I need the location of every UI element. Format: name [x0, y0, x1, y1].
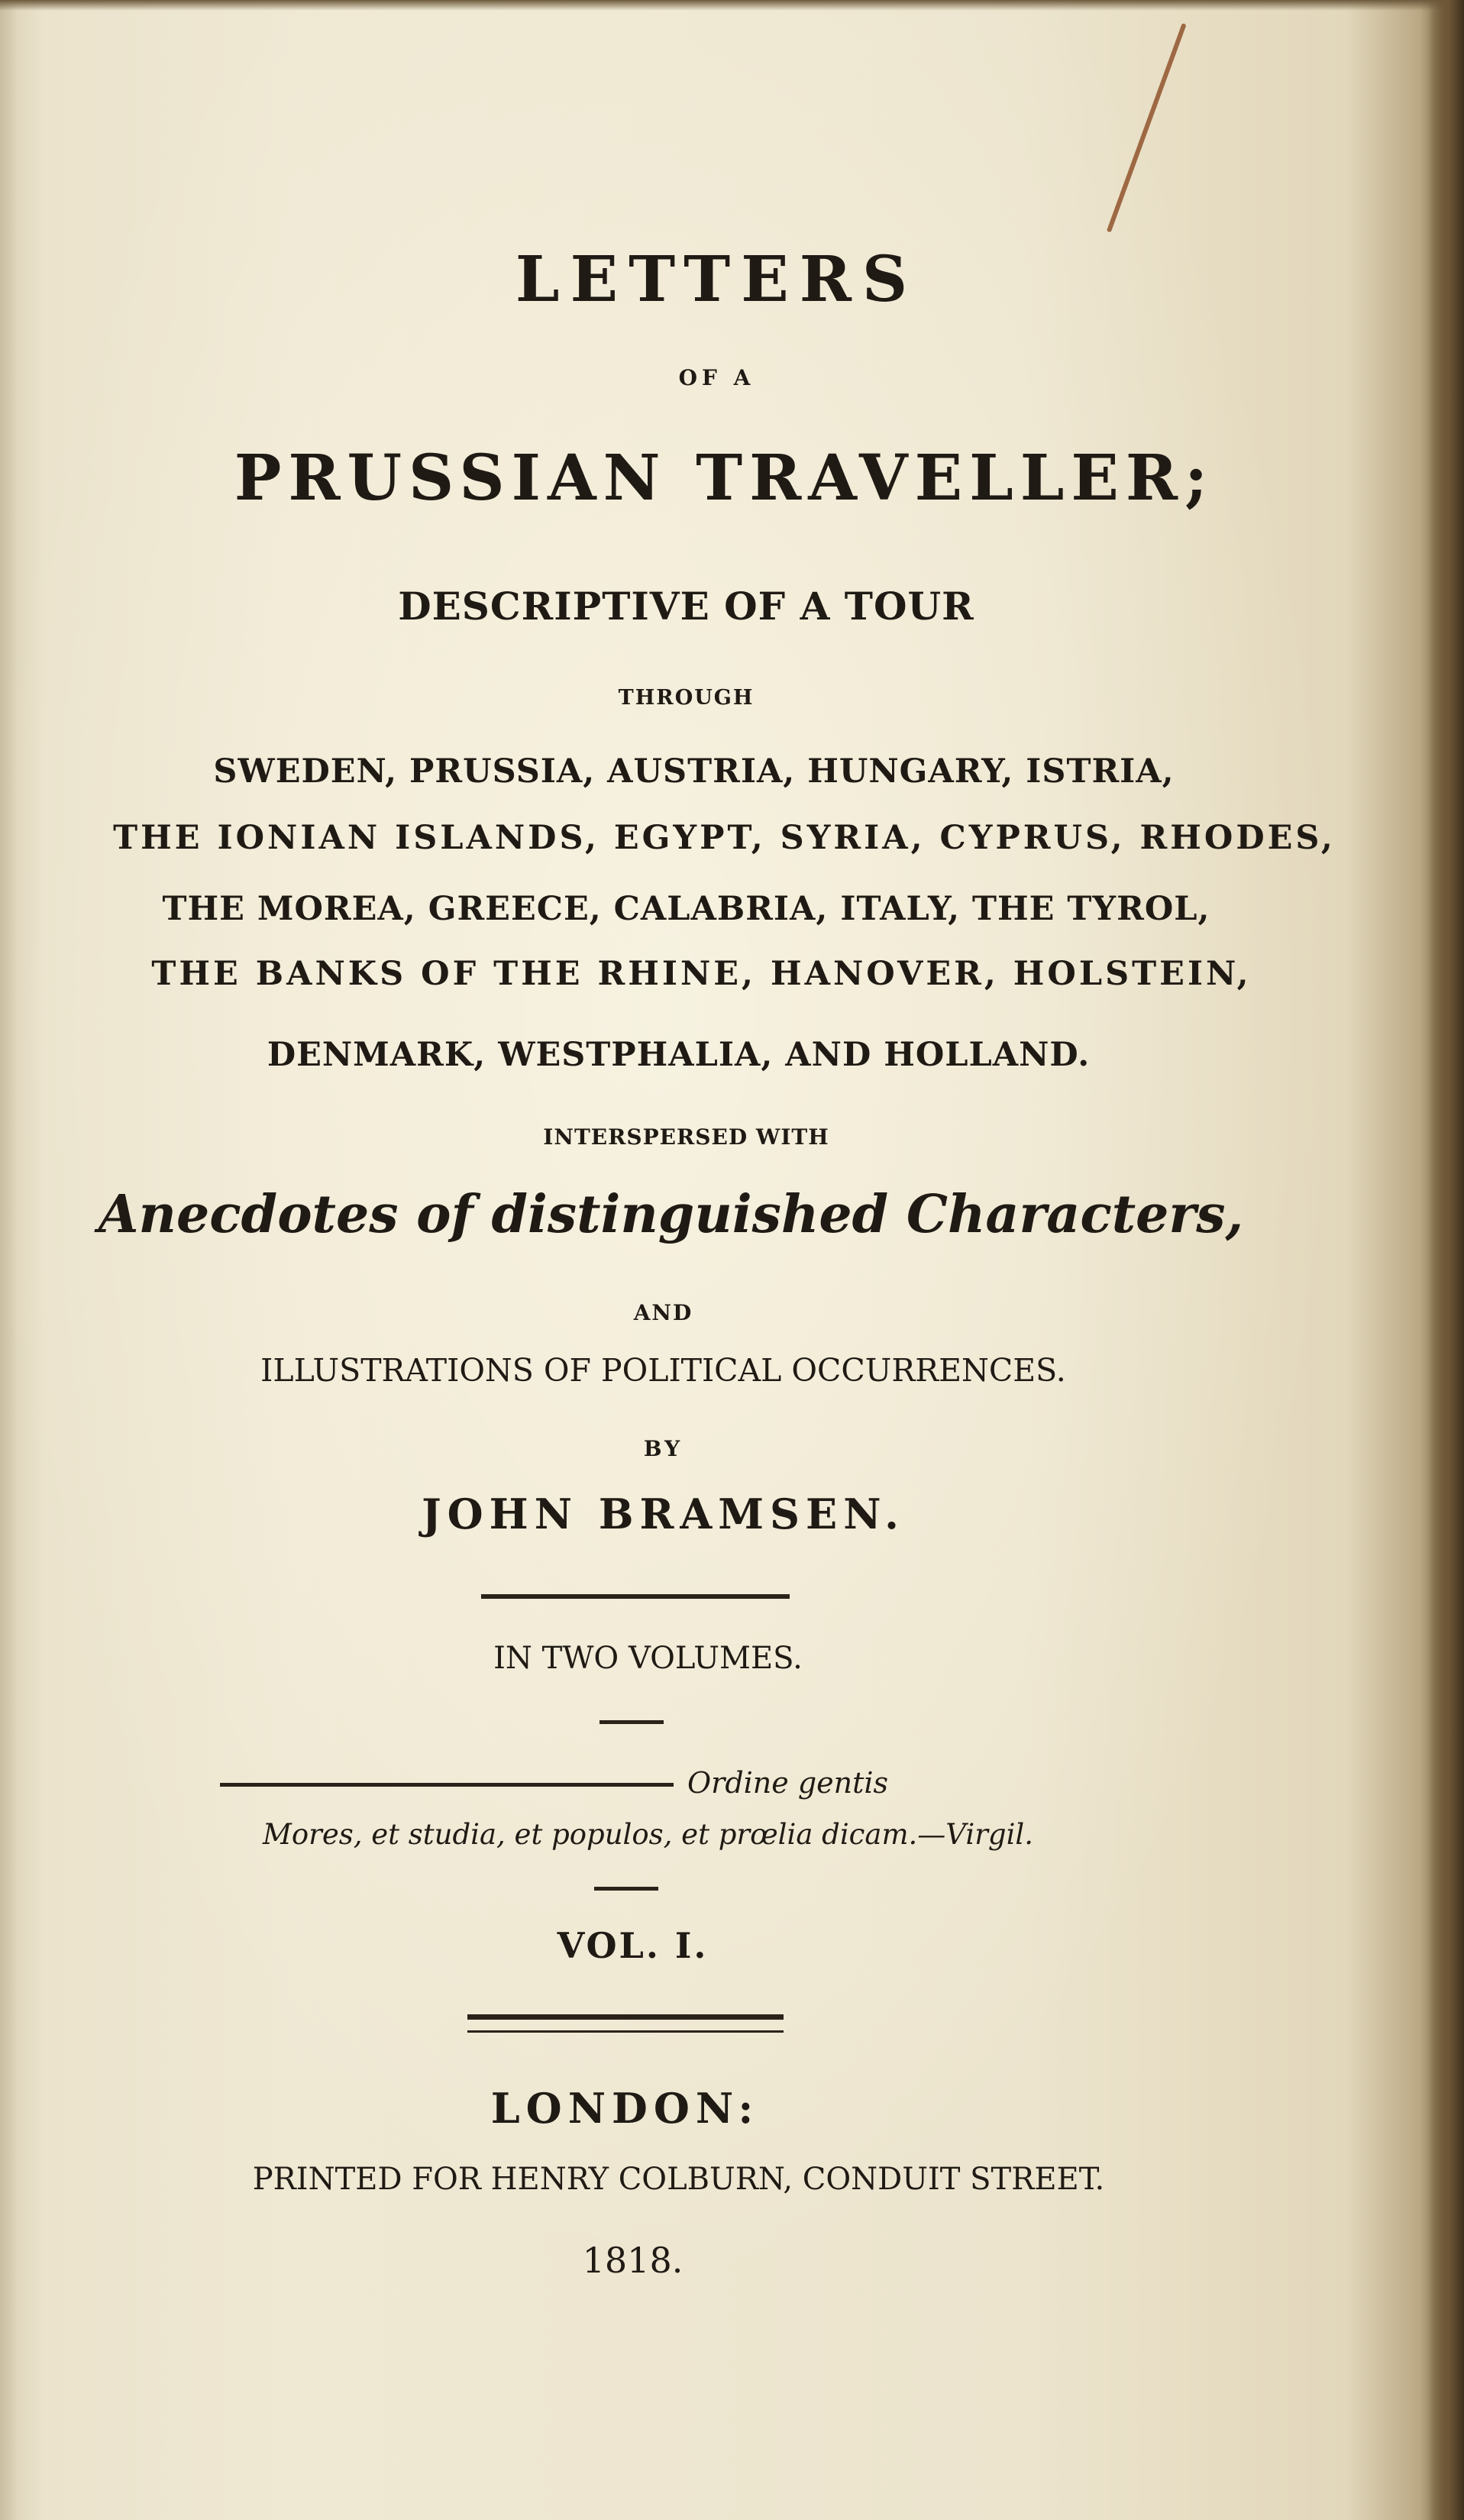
places-line: DENMARK, WESTPHALIA, AND HOLLAND. — [267, 1036, 1091, 1074]
short-divider-rule — [594, 1887, 658, 1891]
subtitle-through: THROUGH — [618, 686, 755, 710]
divider-rule — [481, 1594, 790, 1599]
places-line: SWEDEN, PRUSSIA, AUSTRIA, HUNGARY, ISTRIA, — [213, 752, 1175, 791]
title-prussian-traveller: PRUSSIAN TRAVELLER; — [234, 442, 1215, 515]
anecdotes-blackletter: Anecdotes of distinguished Characters, — [98, 1184, 1244, 1245]
volumes-count: IN TWO VOLUMES. — [493, 1641, 803, 1676]
places-line: THE IONIAN ISLANDS, EGYPT, SYRIA, CYPRUS, RHODES, — [113, 819, 1336, 857]
title-letters: LETTERS — [515, 243, 919, 316]
volume-number: VOL. I. — [557, 1925, 709, 1966]
ink-stroke-mark — [1107, 23, 1187, 233]
imprint-printer: PRINTED FOR HENRY COLBURN, CONDUIT STREET. — [252, 2162, 1105, 2197]
by-label: BY — [643, 1436, 684, 1461]
imprint-year: 1818. — [582, 2240, 684, 2281]
places-line: THE MOREA, GREECE, CALABRIA, ITALY, THE TYROL, — [162, 890, 1210, 928]
illustrations-line: ILLUSTRATIONS OF POLITICAL OCCURRENCES. — [260, 1352, 1066, 1389]
page-top-edge — [0, 0, 1464, 11]
and-connector: AND — [633, 1300, 693, 1325]
places-line: THE BANKS OF THE RHINE, HANOVER, HOLSTEIN, — [151, 955, 1252, 993]
subtitle-descriptive: DESCRIPTIVE OF A TOUR — [398, 584, 974, 629]
double-rule-thin — [467, 2030, 784, 2033]
short-divider-rule — [599, 1720, 664, 1724]
imprint-city: LONDON: — [490, 2084, 760, 2133]
interspersed-with: INTERSPERSED WITH — [543, 1124, 829, 1150]
epigraph-second-line: Mores, et studia, et populos, et prœlia dicam.—Virgil. — [262, 1818, 1033, 1851]
epigraph-first-line: Ordine gentis — [687, 1766, 889, 1800]
author-name: JOHN BRAMSEN. — [422, 1490, 905, 1538]
epigraph-dash-rule — [220, 1783, 674, 1787]
title-of-a: OF A — [678, 365, 755, 390]
double-rule-thick — [467, 2014, 784, 2020]
